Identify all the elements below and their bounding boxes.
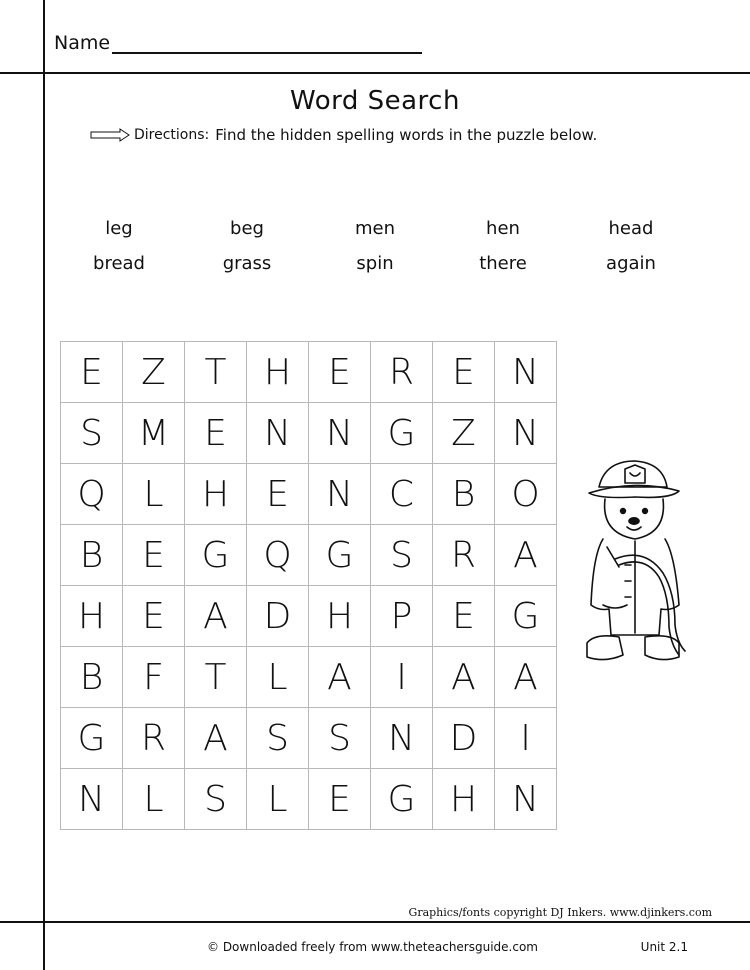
grid-cell: L (247, 647, 309, 708)
grid-cell: A (433, 647, 495, 708)
grid-cell: O (495, 464, 557, 525)
grid-cell: N (495, 403, 557, 464)
grid-row (61, 403, 557, 464)
grid-cell: S (185, 769, 247, 830)
grid-cell: E (123, 586, 185, 647)
grid-row (61, 647, 557, 708)
grid-cell: G (371, 403, 433, 464)
word-list (55, 218, 695, 274)
grid-cell: Q (247, 525, 309, 586)
name-blank[interactable] (112, 32, 422, 54)
grid-cell: D (433, 708, 495, 769)
grid-cell: S (61, 403, 123, 464)
grid-cell: H (433, 769, 495, 830)
grid-cell: B (61, 647, 123, 708)
word-item: head (608, 218, 654, 239)
grid-row (61, 586, 557, 647)
copyright-credit: Graphics/fonts copyright DJ Inkers. www.djinkers.com (408, 906, 712, 919)
grid-cell: L (247, 769, 309, 830)
grid-row (61, 708, 557, 769)
grid-cell: A (495, 647, 557, 708)
grid-cell: N (495, 769, 557, 830)
footer-divider (0, 921, 750, 923)
word-item: leg (105, 218, 133, 239)
grid-cell: H (185, 464, 247, 525)
grid-cell: H (61, 586, 123, 647)
grid-cell: A (309, 647, 371, 708)
name-row (54, 32, 422, 54)
word-search-grid (60, 341, 557, 830)
grid-cell: N (371, 708, 433, 769)
grid-cell: S (309, 708, 371, 769)
grid-cell: N (495, 342, 557, 403)
directions-text: Find the hidden spelling words in the puzzle below. (215, 126, 598, 144)
grid-cell: G (495, 586, 557, 647)
grid-cell: I (371, 647, 433, 708)
grid-cell: N (247, 403, 309, 464)
word-item: beg (230, 218, 264, 239)
margin-line-vertical (43, 0, 45, 970)
grid-row (61, 342, 557, 403)
grid-cell: R (433, 525, 495, 586)
grid-cell: G (371, 769, 433, 830)
grid-cell: Z (123, 342, 185, 403)
grid-cell: A (185, 586, 247, 647)
name-label: Name (54, 32, 111, 54)
grid-cell: E (123, 525, 185, 586)
grid-cell: A (185, 708, 247, 769)
directions (90, 126, 597, 144)
grid-cell: E (433, 342, 495, 403)
grid-cell: Z (433, 403, 495, 464)
grid-row (61, 769, 557, 830)
word-item: again (606, 253, 656, 274)
page-title: Word Search (290, 86, 460, 116)
grid-cell: L (123, 769, 185, 830)
grid-cell: R (123, 708, 185, 769)
grid-cell: Q (61, 464, 123, 525)
word-item: men (354, 218, 396, 239)
grid-cell: G (309, 525, 371, 586)
word-item: grass (222, 253, 272, 274)
grid-cell: A (495, 525, 557, 586)
grid-cell: T (185, 647, 247, 708)
grid-cell: E (309, 769, 371, 830)
grid-cell: N (309, 464, 371, 525)
grid-cell: T (185, 342, 247, 403)
grid-cell: P (371, 586, 433, 647)
footer-unit: Unit 2.1 (640, 940, 688, 954)
grid-cell: E (247, 464, 309, 525)
grid-cell: B (61, 525, 123, 586)
grid-cell: E (309, 342, 371, 403)
grid-cell: H (309, 586, 371, 647)
word-item: there (479, 253, 527, 274)
grid-cell: H (247, 342, 309, 403)
grid-cell: I (495, 708, 557, 769)
grid-cell: G (185, 525, 247, 586)
grid-cell: D (247, 586, 309, 647)
grid-cell: S (371, 525, 433, 586)
grid-cell: S (247, 708, 309, 769)
grid-cell: E (185, 403, 247, 464)
grid-cell: B (433, 464, 495, 525)
word-item: spin (356, 253, 394, 274)
arrow-right-icon (90, 128, 130, 142)
grid-cell: F (123, 647, 185, 708)
grid-cell: N (61, 769, 123, 830)
footer-download-text: © Downloaded freely from www.theteachersguide.com (207, 940, 538, 954)
grid-cell: E (61, 342, 123, 403)
grid-cell: C (371, 464, 433, 525)
grid-cell: G (61, 708, 123, 769)
directions-label: Directions: (134, 127, 210, 143)
grid-cell: E (433, 586, 495, 647)
grid-cell: N (309, 403, 371, 464)
grid-row (61, 525, 557, 586)
header-divider (0, 72, 750, 74)
grid-row (61, 464, 557, 525)
word-item: bread (93, 253, 145, 274)
firefighter-bear-illustration (575, 455, 695, 670)
word-item: hen (486, 218, 520, 239)
grid-cell: R (371, 342, 433, 403)
grid-cell: L (123, 464, 185, 525)
grid-cell: M (123, 403, 185, 464)
